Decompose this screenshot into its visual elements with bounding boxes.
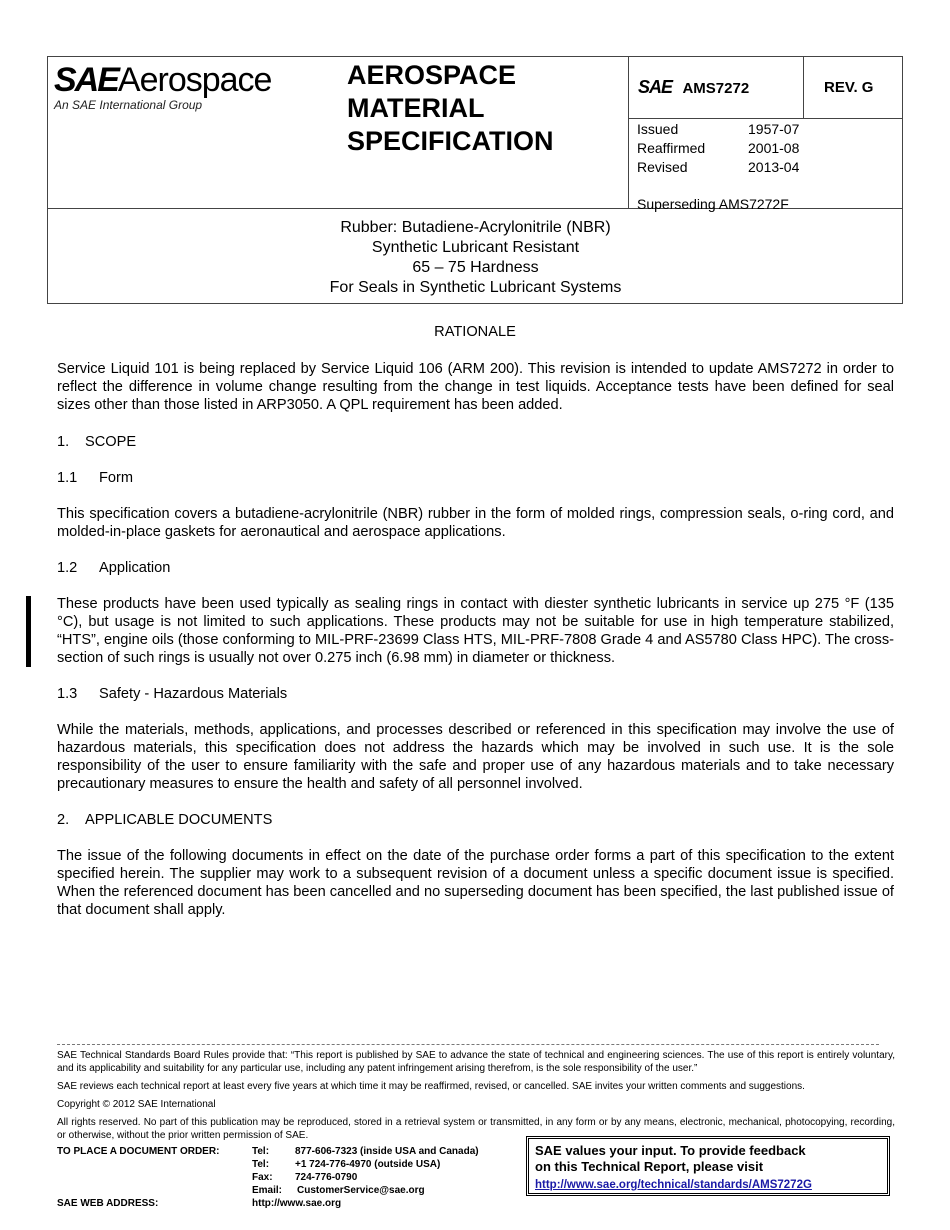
rationale-text: Service Liquid 101 is being replaced by Service Liquid 106 (ARM 200). This revision is intended to update AMS7272 in order to reflect the difference in volume change resulting from the change in test liquids. Acceptance tests have been defined for seal sizes other than those listed in ARP3050. A QPL requirement has been added. xyxy=(57,361,894,413)
section-1-2-heading: 1.2 Application xyxy=(57,560,171,576)
title-block: Rubber: Butadiene-Acrylonitrile (NBR) Synthetic Lubricant Resistant 65 – 75 Hardness For Seals in Synthetic Lubricant Systems xyxy=(329,219,622,296)
feedback-box xyxy=(526,1136,890,1196)
document-number-cell xyxy=(638,77,749,98)
tel-outside: +1 724-776-4970 (outside USA) xyxy=(295,1159,441,1170)
fax-number: 724-776-0790 xyxy=(295,1172,358,1183)
divider xyxy=(628,118,903,119)
section-1-3-text: While the materials, methods, applications, and processes described or referenced in this specification may involve the use of hazardous materials, this specification does not address the hazards which may be involved in such use. It is the sole responsibility of the user to ensure familiarity with the safe and proper use of any hazardous materials and to take necessary precautionary measures to ensure the health and safety of all personnel involved. xyxy=(57,722,894,792)
footer-review: SAE reviews each technical report at least every five years at which time it may be reaffirmed, revised, or cancelled. SAE invites your written comments and suggestions. xyxy=(57,1081,805,1092)
section-1-heading: 1. SCOPE xyxy=(57,434,137,450)
feedback-line-1: SAE values your input. To provide feedback xyxy=(535,1143,806,1158)
footer-copyright: Copyright © 2012 SAE International xyxy=(57,1099,216,1110)
change-bar xyxy=(26,596,31,667)
revision: REV. G xyxy=(824,79,874,96)
sae-small-logo: SAE xyxy=(638,77,673,97)
email-label: Email: xyxy=(252,1185,283,1196)
date-block: Issued 1957-07 Reaffirmed 2001-08 Revised 2013-04 Superseding AMS7272F xyxy=(637,121,800,212)
section-1-2-text: These products have been used typically as sealing rings in contact with diester synthetic lubricants in service up 275 °F (135 °C), but usage is not limited to such applications. These products may not be suitable for use in high temperature stabilized, “HTS”, engine oils (those conforming to MIL-PRF-23699 Class HTS, MIL-PRF-7808 Grade 4 and AS5780 Class HPC). The cross-section of such rings is usually not over 0.275 inch (6.98 mm) in diameter or thickness. xyxy=(57,596,894,666)
section-2-text: The issue of the following documents in effect on the date of the purchase order forms a part of this specification to the extent specified herein. The supplier may work to a subsequent revision of a document unless a specific document issue is specified. When the referenced document has been cancelled and no superseding document has been specified, the last published issue of that document shall apply. xyxy=(57,848,894,918)
header-table xyxy=(47,56,903,304)
sae-aerospace-logo: SAEAerospace An SAE International Group xyxy=(54,61,272,112)
section-2-heading: 2. APPLICABLE DOCUMENTS xyxy=(57,812,273,828)
document-type: AEROSPACE MATERIAL SPECIFICATION xyxy=(347,60,554,156)
feedback-line-2: on this Technical Report, please visit xyxy=(535,1159,764,1174)
tel-inside: 877-606-7323 (inside USA and Canada) xyxy=(295,1146,479,1157)
section-1-1-text: This specification covers a butadiene-acrylonitrile (NBR) rubber in the form of molded rings, compression seals, o-ring cord, and molded-in-place gaskets for aeronautical and aerospace applications. xyxy=(57,506,894,540)
document-number: AMS7272 xyxy=(682,80,750,97)
superseding: Superseding AMS7272F xyxy=(637,196,789,212)
order-label: TO PLACE A DOCUMENT ORDER: xyxy=(57,1146,220,1157)
tel-label-2: Tel: xyxy=(252,1159,270,1170)
feedback-link[interactable]: http://www.sae.org/technical/standards/AMS7272G xyxy=(535,1179,812,1191)
rationale-heading: RATIONALE xyxy=(434,324,516,340)
logo-subtitle: An SAE International Group xyxy=(54,98,203,112)
fax-label: Fax: xyxy=(252,1172,273,1183)
divider xyxy=(628,57,629,208)
divider xyxy=(803,57,804,118)
footer-rules: SAE Technical Standards Board Rules provide that: “This report is published by SAE to advance the state of technical and engineering sciences. The use of this report is entirely voluntary, and its applicability and suitability for any particular use, including any patent infringement arising therefrom, is the sole responsibility of the user.” xyxy=(57,1050,895,1074)
section-1-3-heading: 1.3 Safety - Hazardous Materials xyxy=(57,686,288,702)
section-1-1-heading: 1.1 Form xyxy=(57,470,134,486)
web-label: SAE WEB ADDRESS: xyxy=(57,1198,159,1209)
footer-divider xyxy=(57,1044,879,1045)
tel-label: Tel: xyxy=(252,1146,270,1157)
footer-rights: All rights reserved. No part of this publication may be reproduced, stored in a retrieval system or transmitted, in any form or by any means, electronic, mechanical, photocopying, recording, or otherwise, without the prior written permission of SAE. xyxy=(57,1117,895,1141)
email-address[interactable]: CustomerService@sae.org xyxy=(297,1185,425,1196)
web-address[interactable]: http://www.sae.org xyxy=(252,1198,342,1209)
